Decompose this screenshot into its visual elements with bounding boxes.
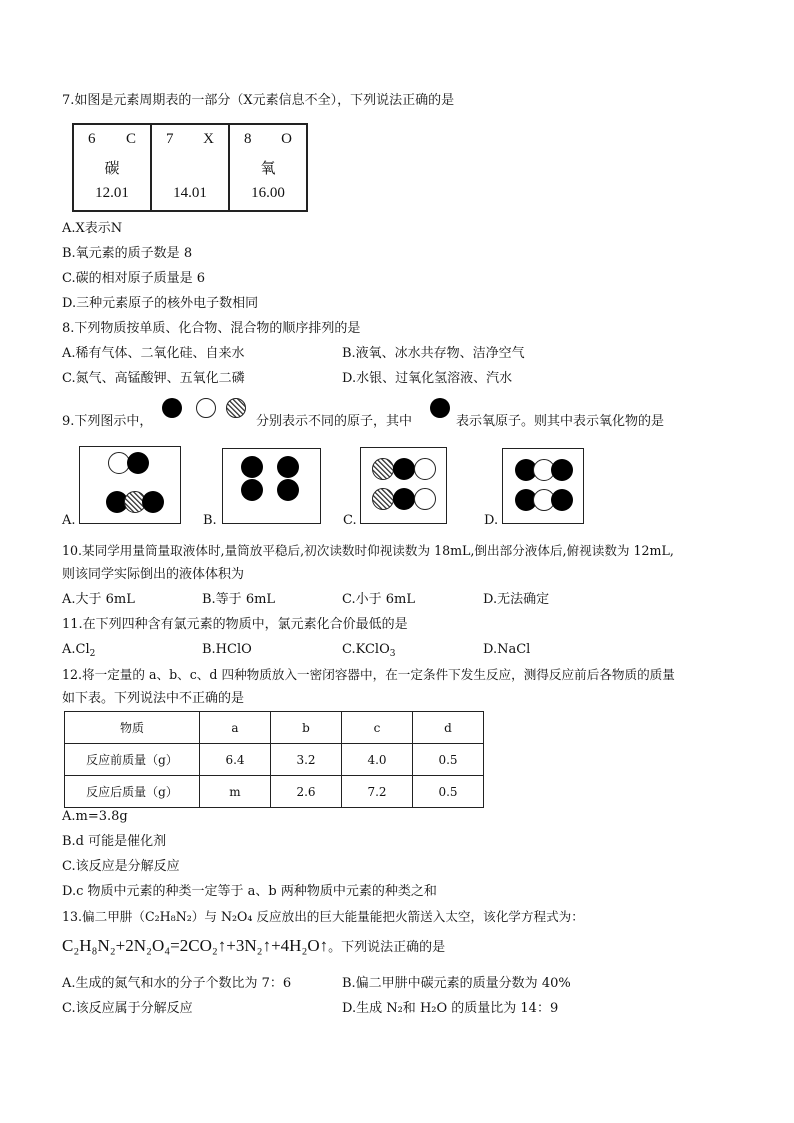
- q11-stem: 11.在下列四种含有氯元素的物质中，氯元素化合价最低的是: [62, 617, 408, 632]
- q7-option-a: A.X表示N: [62, 221, 123, 236]
- element-cell-oxygen: [230, 125, 306, 210]
- molecule-diagram-a: [79, 446, 181, 524]
- table-cell: c: [342, 712, 413, 744]
- molecule-diagram-b: [222, 448, 321, 524]
- q8-option-a: A.稀有气体、二氧化硅、自来水: [62, 346, 245, 361]
- q10-option-d: D.无法确定: [483, 592, 550, 607]
- table-cell: m: [200, 776, 271, 808]
- chemical-equation: C₂H₈N₂+2N₂O₄=2CO₂↑+3N₂↑+4H₂O↑: [62, 936, 329, 955]
- q9-label-a: A.: [62, 513, 76, 528]
- white-atom-icon: [196, 398, 216, 418]
- q7-option-c: C.碳的相对原子质量是 6: [62, 271, 206, 286]
- black-atom-icon: [551, 489, 573, 511]
- table-row: [65, 776, 484, 808]
- q7-option-d: D.三种元素原子的核外电子数相同: [62, 296, 259, 311]
- table-cell: 反应前质量（g）: [65, 744, 200, 776]
- q12-stem-line2: 如下表。下列说法中不正确的是: [62, 691, 245, 706]
- table-row: [65, 744, 484, 776]
- atomic-number: 7: [166, 131, 174, 147]
- element-symbol: C: [125, 131, 136, 147]
- black-atom-icon: [241, 479, 263, 501]
- atomic-mass: 14.01: [173, 185, 207, 201]
- element-name: 氧: [260, 161, 276, 177]
- q7-option-b: B.氧元素的质子数是 8: [62, 246, 193, 261]
- black-atom-icon: [142, 491, 164, 513]
- q8-option-c: C.氮气、高锰酸钾、五氧化二磷: [62, 371, 245, 386]
- q9-stem-part2: 分别表示不同的原子，其中: [256, 414, 413, 429]
- q12-option-c: C.该反应是分解反应: [62, 859, 180, 874]
- q9-label-b: B.: [203, 513, 217, 528]
- mass-data-table: [64, 711, 484, 808]
- q10-option-c: C.小于 6mL: [342, 592, 415, 607]
- black-atom-icon: [393, 458, 415, 480]
- q9-stem-part3: 表示氧原子。则其中表示氧化物的是: [456, 414, 665, 429]
- black-atom-icon: [277, 456, 299, 478]
- q13-option-d: D.生成 N₂和 H₂O 的质量比为 14：9: [342, 1001, 559, 1016]
- hatched-atom-icon: [226, 398, 246, 418]
- q11-option-d: D.NaCl: [483, 642, 531, 657]
- molecule-diagram-c: [360, 447, 447, 524]
- table-cell: 反应后质量（g）: [65, 776, 200, 808]
- q9-label-d: D.: [484, 513, 499, 528]
- q13-stem: 13.偏二甲肼（C₂H₈N₂）与 N₂O₄ 反应放出的巨大能量能把火箭送入太空，该化学方程式为：: [62, 909, 584, 924]
- table-cell: 2.6: [271, 776, 342, 808]
- white-atom-icon: [414, 458, 436, 480]
- hatched-atom-icon: [372, 458, 394, 480]
- q11-option-b: B.HClO: [202, 642, 252, 657]
- table-cell: b: [271, 712, 342, 744]
- q13-stem-tail: 。下列说法正确的是: [328, 940, 446, 955]
- atomic-mass: 16.00: [251, 185, 285, 201]
- black-atom-icon: [551, 459, 573, 481]
- table-cell: 7.2: [342, 776, 413, 808]
- table-cell: 6.4: [200, 744, 271, 776]
- table-cell: 物质: [65, 712, 200, 744]
- table-header-row: [65, 712, 484, 744]
- table-cell: a: [200, 712, 271, 744]
- white-atom-icon: [414, 488, 436, 510]
- q12-option-b: B.d 可能是催化剂: [62, 834, 167, 849]
- q10-option-b: B.等于 6mL: [202, 592, 276, 607]
- black-atom-icon: [127, 452, 149, 474]
- atomic-mass: 12.01: [95, 185, 129, 201]
- table-cell: d: [413, 712, 484, 744]
- element-symbol: X: [203, 131, 214, 147]
- atomic-number: 6: [88, 131, 96, 147]
- black-atom-icon: [277, 479, 299, 501]
- element-cell-x: [152, 125, 230, 210]
- q9-label-c: C.: [343, 513, 357, 528]
- q8-option-b: B.液氧、冰水共存物、洁净空气: [342, 346, 525, 361]
- q8-option-d: D.水银、过氧化氢溶液、汽水: [342, 371, 513, 386]
- table-cell: 0.5: [413, 776, 484, 808]
- q7-stem: 7.如图是元素周期表的一部分（X元素信息不全），下列说法正确的是: [62, 93, 455, 108]
- q13-option-b: B.偏二甲肼中碳元素的质量分数为 40%: [342, 976, 571, 991]
- table-cell: 0.5: [413, 744, 484, 776]
- q13-option-c: C.该反应属于分解反应: [62, 1001, 193, 1016]
- molecule-diagram-d: [502, 448, 584, 524]
- element-symbol: O: [281, 131, 292, 147]
- oxygen-atom-icon: [430, 398, 450, 418]
- table-cell: 4.0: [342, 744, 413, 776]
- q10-option-a: A.大于 6mL: [62, 592, 135, 607]
- q8-stem: 8.下列物质按单质、化合物、混合物的顺序排列的是: [62, 321, 361, 336]
- q10-stem-line2: 则该同学实际倒出的液体体积为: [62, 567, 245, 582]
- atomic-number: 8: [244, 131, 252, 147]
- black-atom-icon: [393, 488, 415, 510]
- periodic-table-excerpt: [72, 123, 308, 212]
- q9-stem-part1: 9.下列图示中，: [62, 414, 153, 429]
- q10-stem-line1: 10.某同学用量筒量取液体时,量筒放平稳后,初次读数时仰视读数为 18mL,倒出部分液体后,俯视读数为 12mL,: [62, 543, 674, 558]
- table-cell: 3.2: [271, 744, 342, 776]
- black-atom-icon: [162, 398, 182, 418]
- q12-option-a: A.m=3.8g: [62, 809, 128, 824]
- chemical-equation-line: [62, 936, 445, 956]
- q12-option-d: D.c 物质中元素的种类一定等于 a、b 两种物质中元素的种类之和: [62, 884, 437, 899]
- q13-option-a: A.生成的氮气和水的分子个数比为 7：6: [62, 976, 292, 991]
- element-name: 碳: [104, 161, 120, 177]
- q11-option-c: C.KClO$_3$: [342, 642, 396, 659]
- black-atom-icon: [241, 456, 263, 478]
- element-cell-carbon: [74, 125, 152, 210]
- hatched-atom-icon: [372, 488, 394, 510]
- q12-stem-line1: 12.将一定量的 a、b、c、d 四种物质放入一密闭容器中，在一定条件下发生反应，测得反应前后各物质的质量: [62, 667, 675, 682]
- q11-option-a: $A.Cl_2$: [62, 642, 96, 659]
